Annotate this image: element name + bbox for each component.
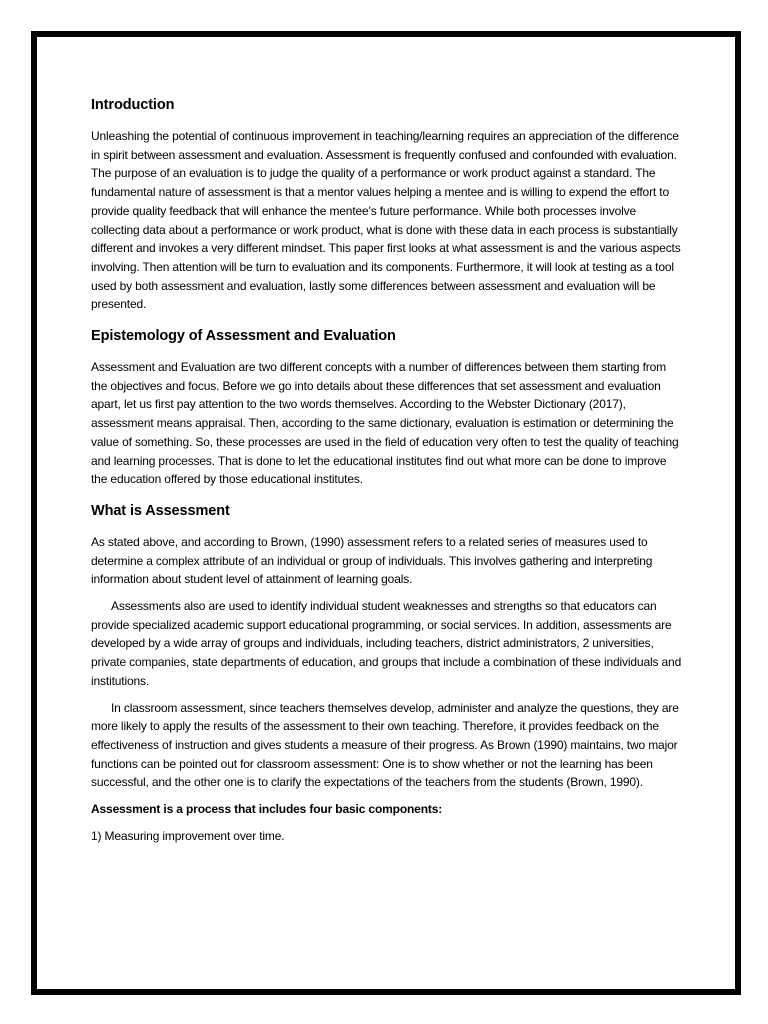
heading-what-is-assessment: What is Assessment: [91, 502, 230, 519]
page-frame: [31, 31, 741, 995]
heading-introduction: Introduction: [91, 97, 175, 113]
paragraph-classroom-assessment: In classroom assessment, since teachers themselves develop, administer and analyze the questions, they are more likely to apply the results of the assessment to their own teaching. Therefore, it provides feedback on the effectiveness of instruction and gives students a measure of their progress. As Brown (1990) maintains, two major functions can be pointed out for classroom assessment: One is to show whether or not the learning has been successful, and the other one is to clarify the expectations of the teachers from the students (Brown, 1990).: [91, 700, 679, 790]
document-body: [91, 95, 683, 854]
list-item: 1) Measuring improvement over time.: [91, 828, 285, 843]
paragraph-assessment-definition: As stated above, and according to Brown, (1990) assessment refers to a related series of measures used to determine a complex attribute of an individual or group of individuals. This involves gathering and interpreting information about student level of attainment of learning goals.: [91, 534, 653, 587]
components-intro-line: Assessment is a process that includes four basic components:: [91, 802, 443, 817]
paragraph-introduction: Unleashing the potential of continuous improvement in teaching/learning requires an appreciation of the difference in spirit between assessment and evaluation. Assessment is frequently confused and confounded with evaluation. The purpose of an evaluation is to judge the quality of a performance or work product against a standard. The fundamental nature of assessment is that a mentor values helping a mentee and is willing to expend the effort to provide quality feedback that will enhance the mentee's future performance. While both processes involve collecting data about a performance or work product, what is done with these data in each process is substantially different and invokes a very different mindset. This paper first looks at what assessment is and the various aspects involving. Then attention will be turn to evaluation and its components. Furthermore, it will look at testing as a tool used by both assessment and evaluation, lastly some differences between assessment and evaluation will be presented.: [91, 129, 681, 312]
heading-epistemology: Epistemology of Assessment and Evaluation: [91, 328, 396, 345]
paragraph-assessment-uses: Assessments also are used to identify individual student weaknesses and strengths so that educators can provide specialized academic support educational programming, or social services. In addition, assessments are developed by a wide array of groups and individuals, including teachers, district administrators, 2 universities, private companies, state departments of education, and groups that include a combination of these individuals and institutions.: [91, 599, 682, 688]
paragraph-epistemology: Assessment and Evaluation are two different concepts with a number of differences between them starting from the objectives and focus. Before we go into details about these differences that set assessment and evaluation apart, let us first pay attention to the two words themselves. According to the Webster Dictionary (2017), assessment means appraisal. Then, according to the same dictionary, evaluation is estimation or determining the value of something. So, these processes are used in the field of education very often to test the quality of teaching and learning processes. That is done to let the educational institutes find out what more can be done to improve the education offered by those educational institutes.: [91, 360, 679, 487]
